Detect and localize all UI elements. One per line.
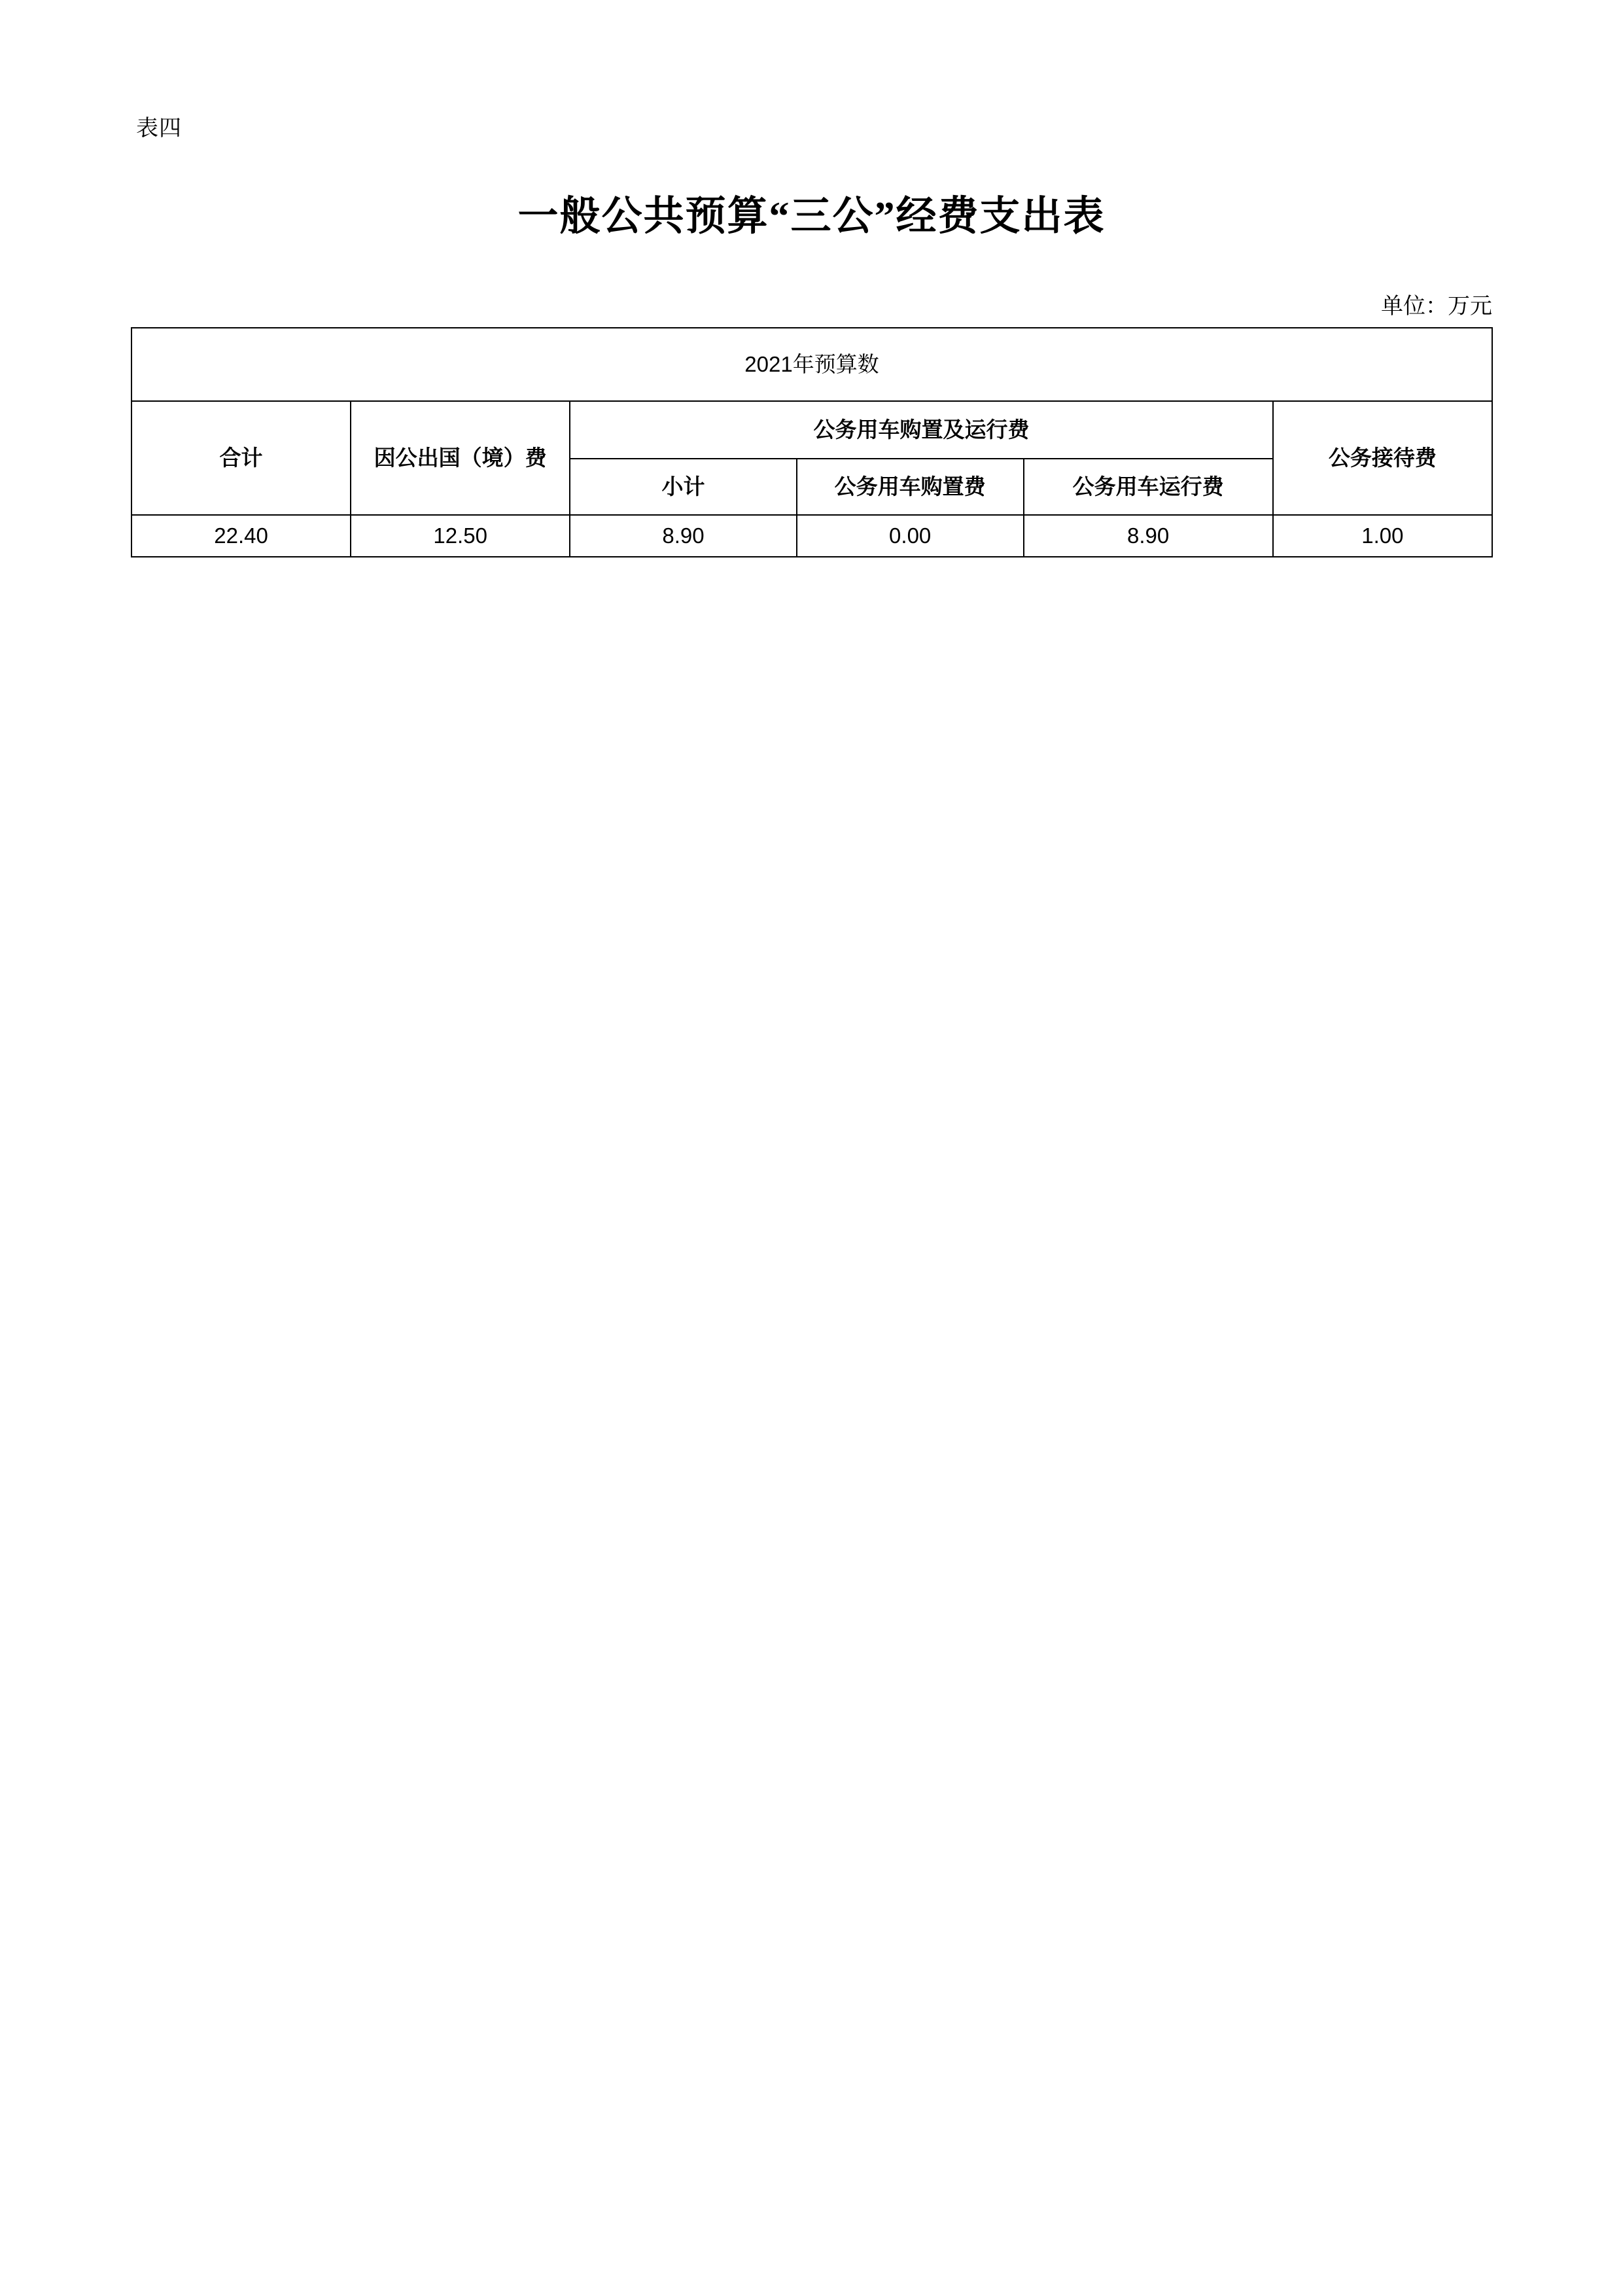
value-total: 22.40 <box>131 515 351 557</box>
value-abroad: 12.50 <box>351 515 570 557</box>
header-reception: 公务接待费 <box>1273 401 1492 515</box>
table-caption-row <box>131 328 1492 401</box>
header-abroad: 因公出国（境）费 <box>351 401 570 515</box>
header-vehicle-group: 公务用车购置及运行费 <box>570 401 1273 459</box>
value-vehicle-subtotal: 8.90 <box>570 515 797 557</box>
value-vehicle-purchase: 0.00 <box>797 515 1024 557</box>
table-row <box>131 515 1492 557</box>
header-vehicle-purchase: 公务用车购置费 <box>797 459 1024 515</box>
sheet-label: 表四 <box>136 116 182 141</box>
header-total: 合计 <box>131 401 351 515</box>
table-caption: 2021年预算数 <box>131 328 1492 401</box>
header-vehicle-operation: 公务用车运行费 <box>1024 459 1273 515</box>
header-vehicle-subtotal: 小计 <box>570 459 797 515</box>
budget-table <box>131 327 1493 557</box>
value-vehicle-operation: 8.90 <box>1024 515 1273 557</box>
page-title: 一般公共预算“三公”经费支出表 <box>517 194 1106 239</box>
unit-note: 单位：万元 <box>1381 294 1492 319</box>
value-reception: 1.00 <box>1273 515 1492 557</box>
table-header-row-1 <box>131 401 1492 459</box>
